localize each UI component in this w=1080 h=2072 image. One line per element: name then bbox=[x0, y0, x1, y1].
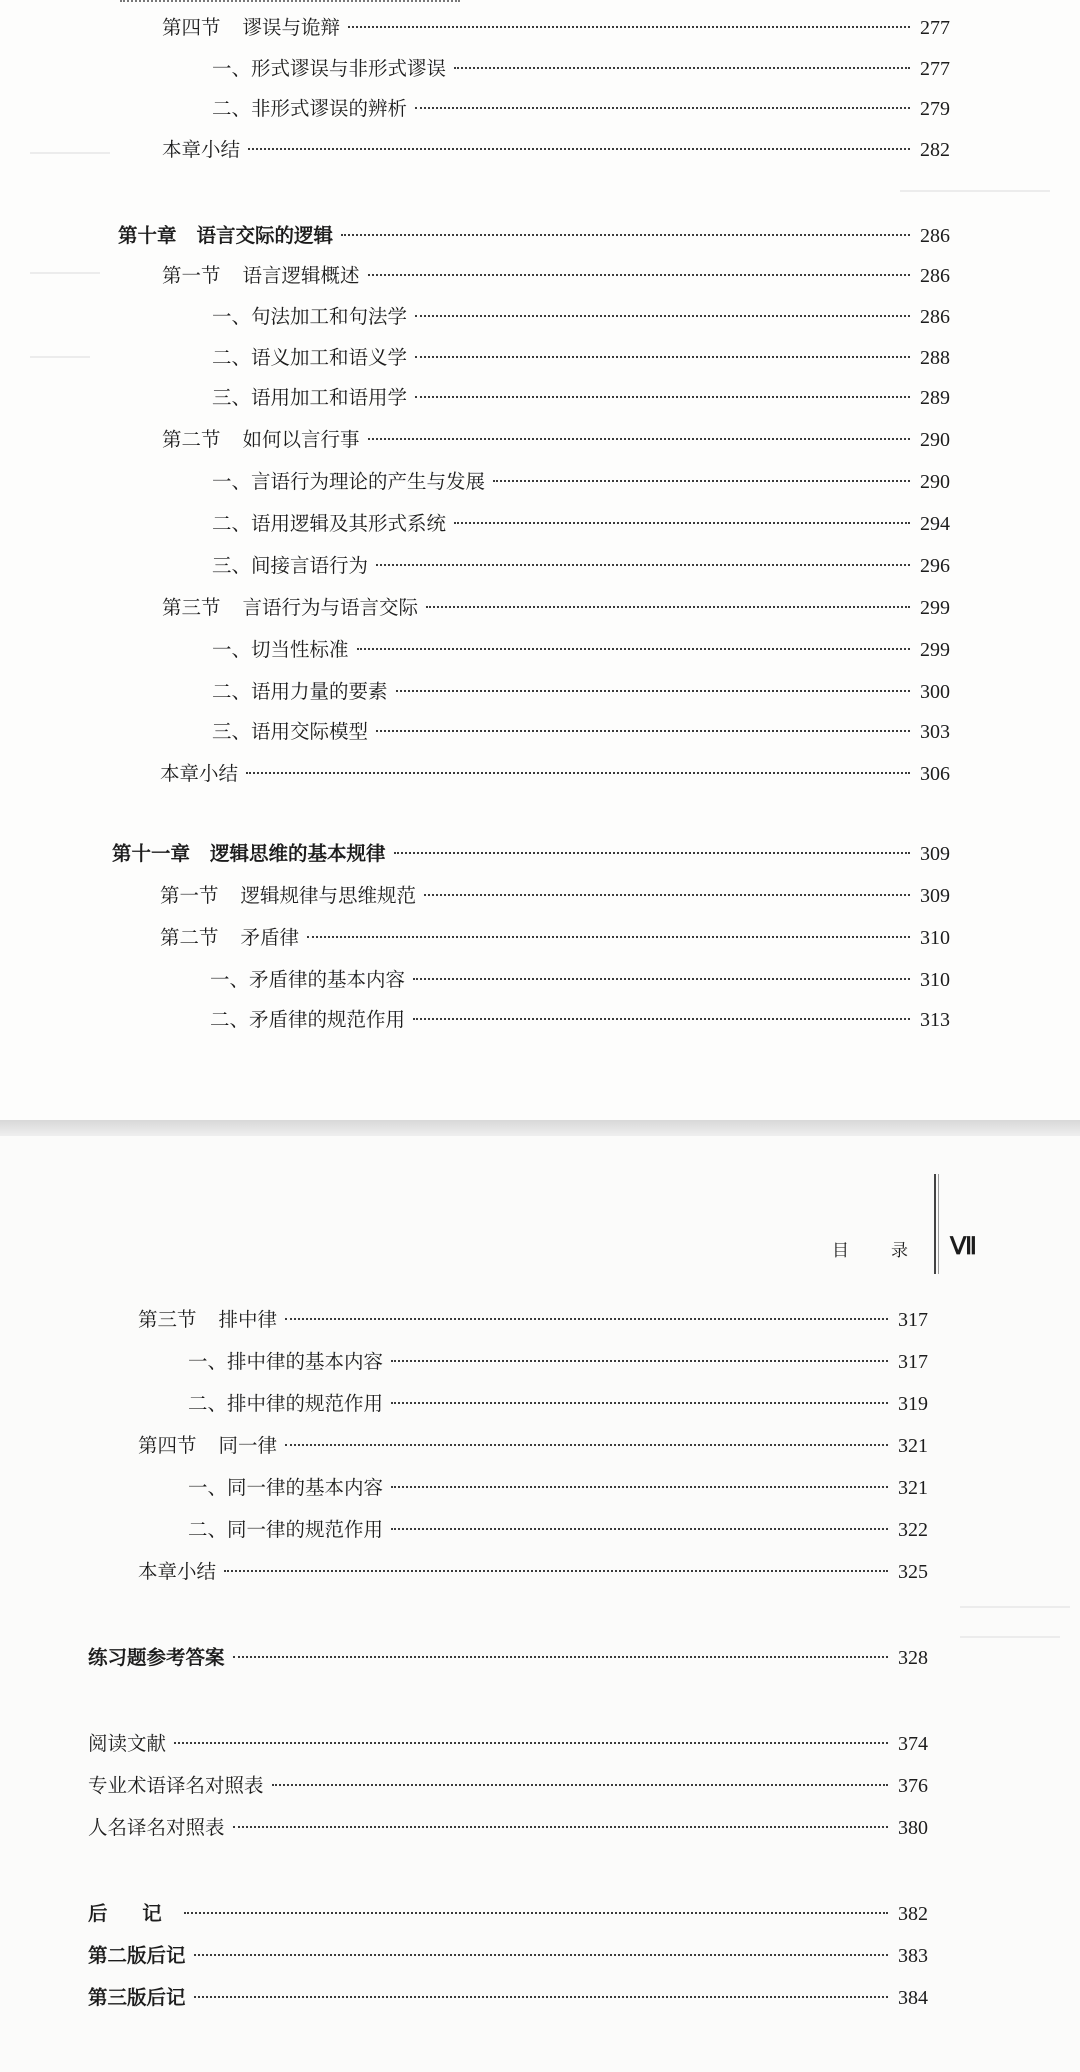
toc-entry-page: 309 bbox=[920, 843, 950, 865]
toc-entry-page: 317 bbox=[898, 1309, 928, 1331]
toc-entry-label: 一、言语行为理论的产生与发展 bbox=[212, 470, 486, 493]
toc-entry-page: 299 bbox=[920, 639, 950, 661]
toc-entry-page: 321 bbox=[898, 1435, 928, 1457]
toc-entry-label: 专业术语译名对照表 bbox=[88, 1774, 264, 1797]
toc-entry-label: 一、矛盾律的基本内容 bbox=[210, 968, 406, 991]
running-head: 目录 bbox=[832, 1241, 950, 1261]
toc-entry-page: 286 bbox=[920, 265, 950, 287]
toc-chapter-entry[interactable] bbox=[88, 1984, 928, 2012]
toc-entry-page: 309 bbox=[920, 885, 950, 907]
toc-entry-label: 后 记 bbox=[88, 1902, 176, 1925]
toc-entry-label: 第二版后记 bbox=[88, 1944, 186, 1967]
toc-entry-page: 279 bbox=[920, 98, 950, 120]
toc-entry-page: 376 bbox=[898, 1775, 928, 1797]
toc-entry-label: 第四节 谬误与诡辩 bbox=[162, 16, 341, 39]
toc-entry-page: 319 bbox=[898, 1393, 928, 1415]
toc-entry-label: 第二节 矛盾律 bbox=[160, 926, 300, 949]
toc-entry-page: 290 bbox=[920, 429, 950, 451]
toc-entry-label: 第十章 语言交际的逻辑 bbox=[118, 224, 334, 247]
toc-entry-label: 一、排中律的基本内容 bbox=[188, 1350, 384, 1373]
toc-entry-page: 277 bbox=[920, 17, 950, 39]
dot-leader bbox=[391, 1402, 888, 1404]
toc-entry-label: 二、排中律的规范作用 bbox=[188, 1392, 384, 1415]
toc-entry-page: 290 bbox=[920, 471, 950, 493]
toc-entry-page: 286 bbox=[920, 306, 950, 328]
toc-chapter-entry[interactable] bbox=[88, 1942, 928, 1970]
toc-entry-page: 282 bbox=[920, 139, 950, 161]
toc-entry[interactable] bbox=[88, 1730, 928, 1758]
dot-leader bbox=[233, 1656, 888, 1658]
toc-entry-label: 三、语用交际模型 bbox=[212, 720, 369, 743]
dot-leader bbox=[285, 1318, 888, 1320]
toc-entry-page: 306 bbox=[920, 763, 950, 785]
toc-entry-label: 本章小结 bbox=[162, 138, 241, 161]
toc-entry-label: 人名译名对照表 bbox=[88, 1816, 225, 1839]
toc-entry[interactable] bbox=[88, 1772, 928, 1800]
toc-entry[interactable] bbox=[138, 1432, 928, 1460]
toc-entry-page: 286 bbox=[920, 225, 950, 247]
toc-entry-page: 289 bbox=[920, 387, 950, 409]
toc-entry-label: 一、切当性标准 bbox=[212, 638, 349, 661]
toc-entry-label: 第四节 同一律 bbox=[138, 1434, 278, 1457]
toc-entry-page: 383 bbox=[898, 1945, 928, 1967]
toc-entry[interactable] bbox=[88, 1814, 928, 1842]
toc-entry-label: 一、句法加工和句法学 bbox=[212, 305, 408, 328]
toc-entry-label: 二、语用力量的要素 bbox=[212, 680, 388, 703]
toc-entry-page: 382 bbox=[898, 1903, 928, 1925]
toc-entry-page: 322 bbox=[898, 1519, 928, 1541]
toc-entry-page: 325 bbox=[898, 1561, 928, 1583]
toc-entry-page: 310 bbox=[920, 927, 950, 949]
toc-entry-page: 321 bbox=[898, 1477, 928, 1499]
toc-entry-page: 288 bbox=[920, 347, 950, 369]
dot-leader bbox=[224, 1570, 888, 1572]
dot-leader bbox=[194, 1954, 888, 1956]
toc-entry-label: 二、语义加工和语义学 bbox=[212, 346, 408, 369]
toc-entry-page: 328 bbox=[898, 1647, 928, 1669]
toc-entry-label: 第二节 如何以言行事 bbox=[162, 428, 360, 451]
dot-leader bbox=[233, 1826, 888, 1828]
dot-leader bbox=[272, 1784, 888, 1786]
toc-entry-page: 300 bbox=[920, 681, 950, 703]
toc-entry-label: 二、同一律的规范作用 bbox=[188, 1518, 384, 1541]
toc-entry-label: 本章小结 bbox=[160, 762, 239, 785]
toc-entry[interactable] bbox=[138, 1558, 928, 1586]
toc-entry-page: 303 bbox=[920, 721, 950, 743]
toc-entry-label: 练习题参考答案 bbox=[88, 1646, 225, 1669]
toc-entry-label: 三、间接言语行为 bbox=[212, 554, 369, 577]
toc-entry[interactable] bbox=[188, 1390, 928, 1418]
toc-chapter-entry[interactable] bbox=[88, 1900, 928, 1928]
toc-entry-page: 384 bbox=[898, 1987, 928, 2009]
toc-entry-page: 317 bbox=[898, 1351, 928, 1373]
toc-entry-page: 380 bbox=[898, 1817, 928, 1839]
dot-leader bbox=[285, 1444, 888, 1446]
dot-leader bbox=[184, 1912, 888, 1914]
toc-entry[interactable] bbox=[188, 1516, 928, 1544]
toc-entry-page: 277 bbox=[920, 58, 950, 80]
toc-entry[interactable] bbox=[188, 1474, 928, 1502]
toc-entry-label: 二、矛盾律的规范作用 bbox=[210, 1008, 406, 1031]
toc-entry-label: 第三节 言语行为与语言交际 bbox=[162, 596, 419, 619]
toc-entry-page: 374 bbox=[898, 1733, 928, 1755]
toc-entry-label: 二、语用逻辑及其形式系统 bbox=[212, 512, 447, 535]
toc-entry-page: 296 bbox=[920, 555, 950, 577]
toc-entry-label: 一、形式谬误与非形式谬误 bbox=[212, 57, 447, 80]
toc-entry-label: 第三节 排中律 bbox=[138, 1308, 278, 1331]
page-number: Ⅶ bbox=[950, 1234, 977, 1260]
toc-chapter-entry[interactable] bbox=[88, 1644, 928, 1672]
toc-entry[interactable] bbox=[138, 1306, 928, 1334]
toc-entry-label: 阅读文献 bbox=[88, 1732, 167, 1755]
dot-leader bbox=[174, 1742, 888, 1744]
dot-leader bbox=[194, 1996, 888, 1998]
toc-entry-page: 310 bbox=[920, 969, 950, 991]
toc-entry-label: 第十一章 逻辑思维的基本规律 bbox=[112, 842, 386, 865]
toc-entry-page: 294 bbox=[920, 513, 950, 535]
toc-entry-label: 第一节 逻辑规律与思维规范 bbox=[160, 884, 417, 907]
toc-entry-label: 一、同一律的基本内容 bbox=[188, 1476, 384, 1499]
toc-entry-label: 二、非形式谬误的辨析 bbox=[212, 97, 408, 120]
toc-entry-page: 313 bbox=[920, 1009, 950, 1031]
dot-leader bbox=[391, 1360, 888, 1362]
toc-entry-label: 第三版后记 bbox=[88, 1986, 186, 2009]
toc-entry-label: 三、语用加工和语用学 bbox=[212, 386, 408, 409]
dot-leader bbox=[391, 1486, 888, 1488]
dot-leader bbox=[391, 1528, 888, 1530]
toc-entry-page: 299 bbox=[920, 597, 950, 619]
toc-entry-label: 第一节 语言逻辑概述 bbox=[162, 264, 360, 287]
toc-entry[interactable] bbox=[188, 1348, 928, 1376]
toc-entry-label: 本章小结 bbox=[138, 1560, 217, 1583]
